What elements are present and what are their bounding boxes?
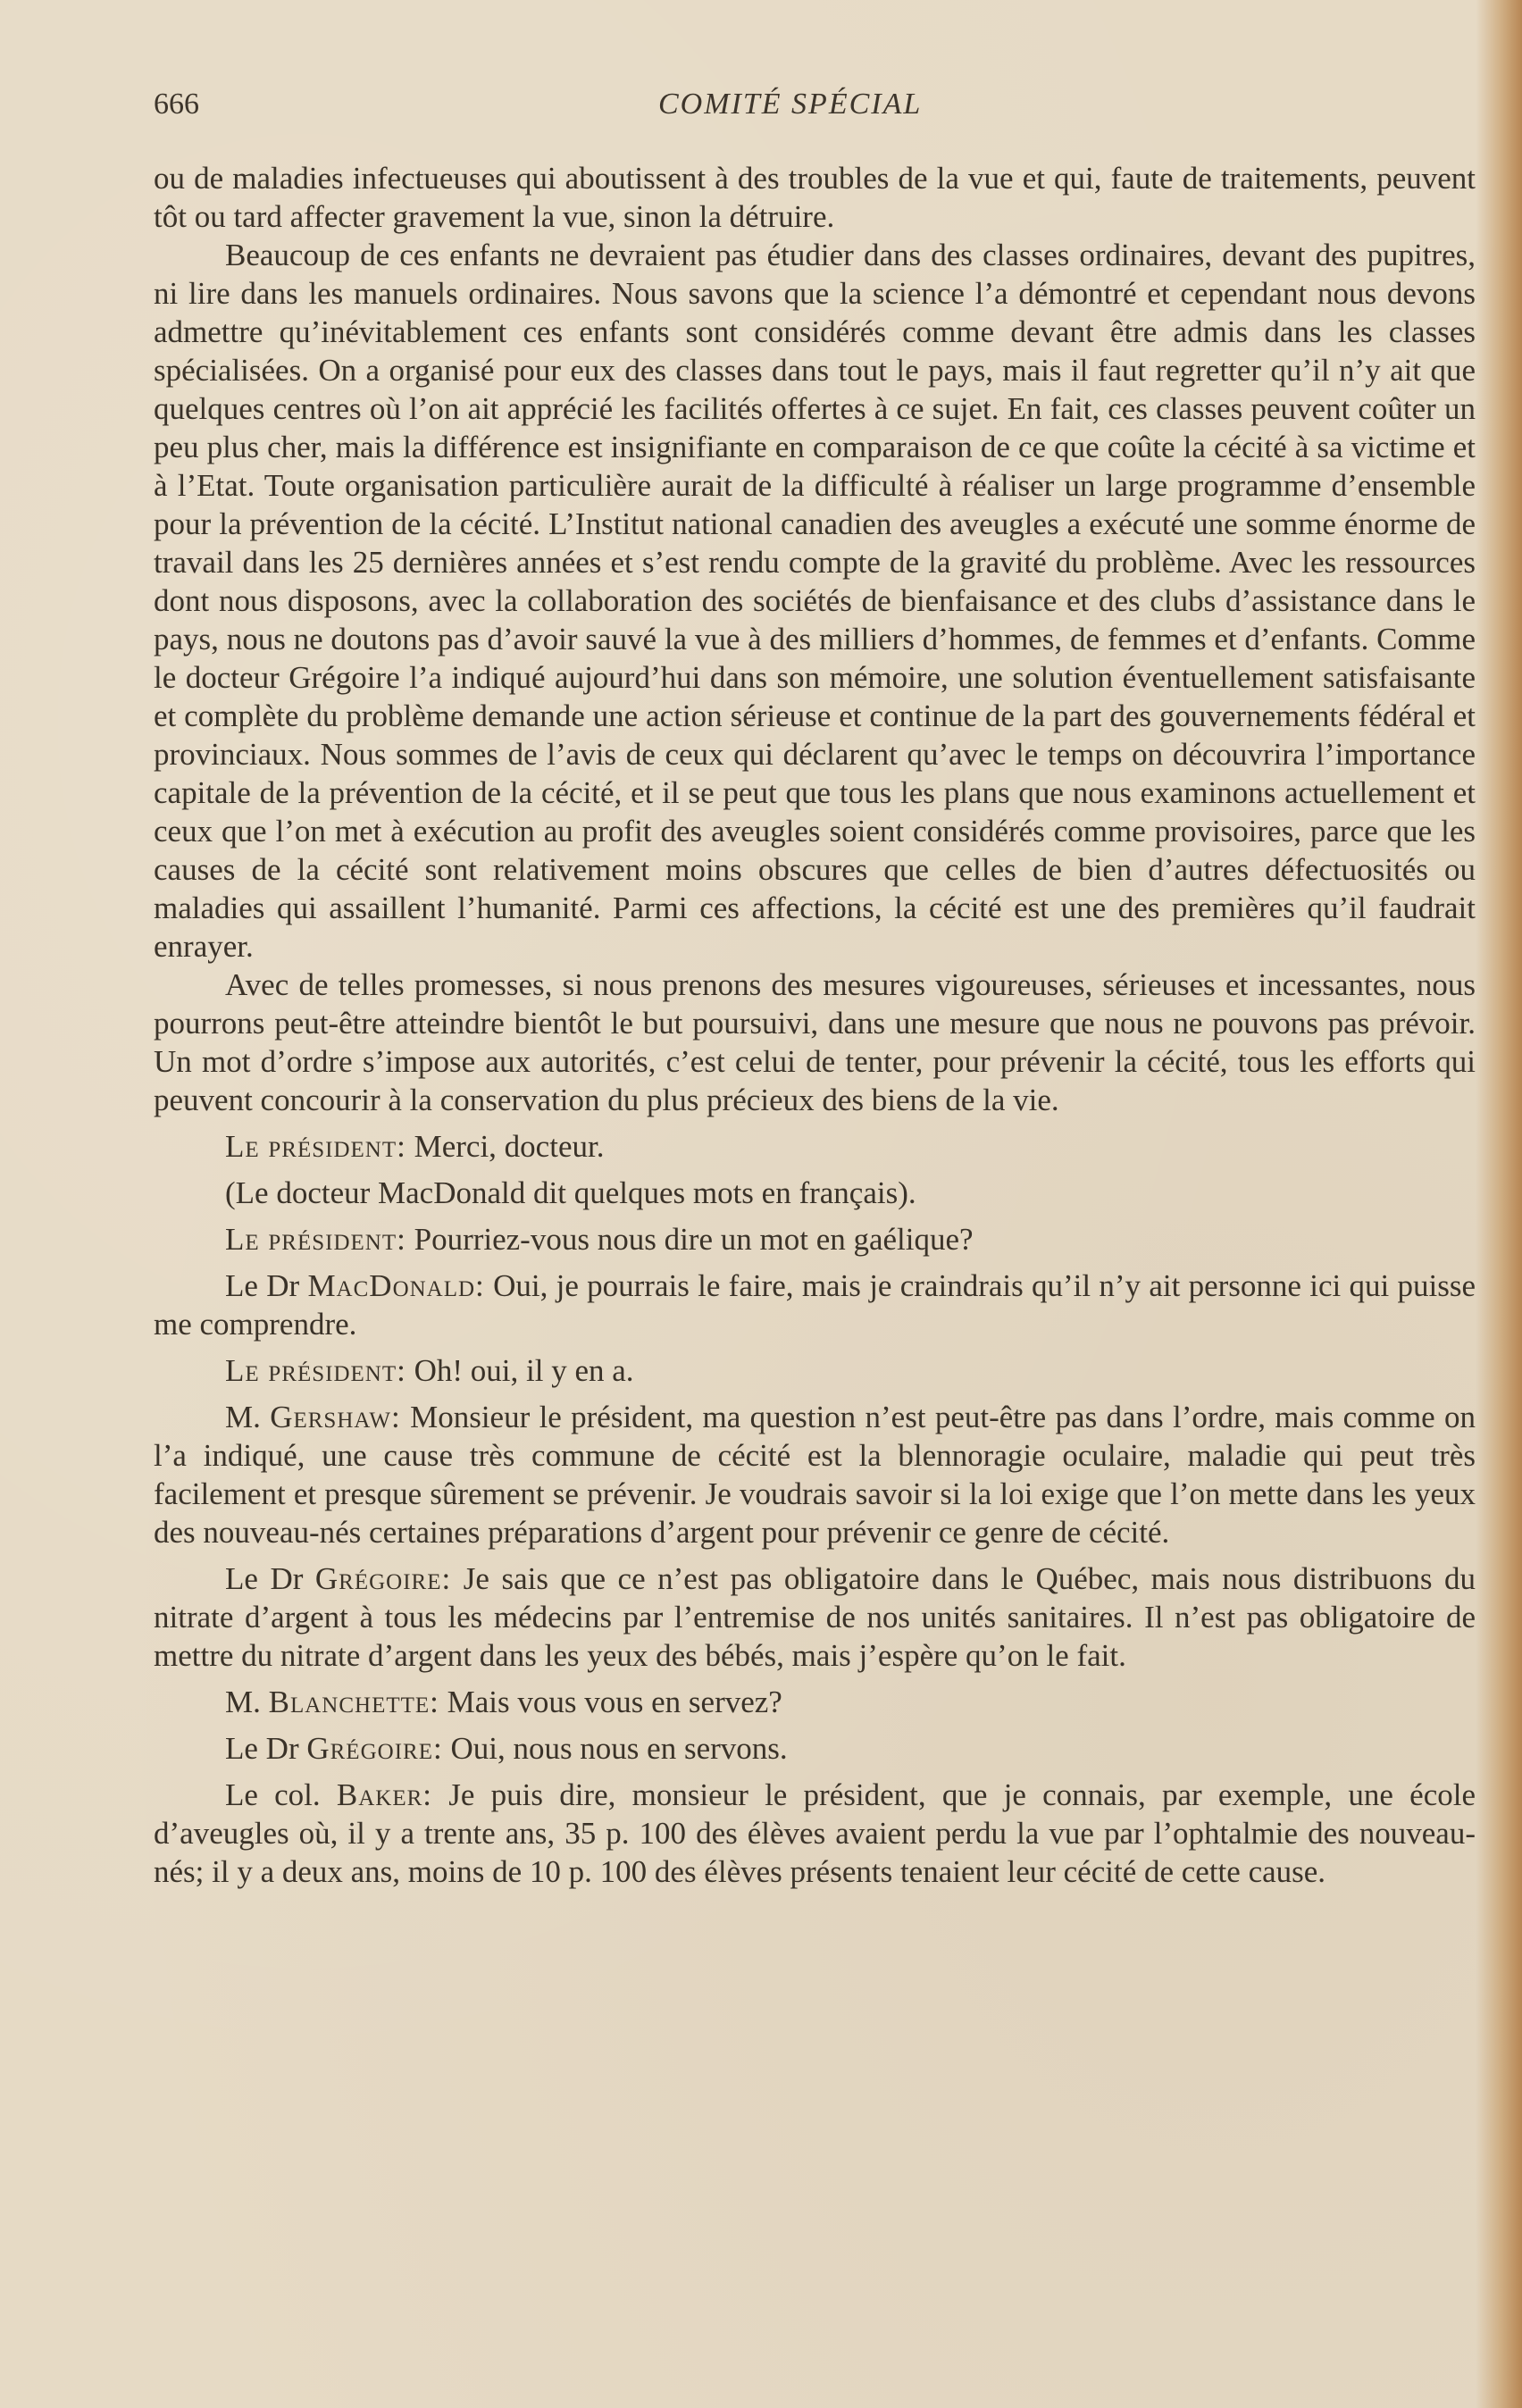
dialogue-text: Je sais que ce n’est pas obligatoire dans le Québec, mais nous distribuons du nitrate d’argent à tous les médecins par l’entremise de nos unités sanitaires. Il n’est pas obligatoire de mettre du nitrate d’argent dans les yeux des bébés, mais j’espère qu’on le fait. (154, 1561, 1476, 1673)
paragraph-continuation: ou de maladies infectueuses qui aboutissent à des troubles de la vue et qui, faute de traitements, peuvent tôt ou tard affecter gravement la vue, sinon la détruire. (154, 161, 1476, 234)
speaker-label: Le président: (225, 1222, 406, 1257)
dialogue-text: Monsieur le président, ma question n’est peut-être pas dans l’ordre, mais comme on l’a indiqué, une cause très commune de cécité est la blennoragie oculaire, maladie qui peut très facilement et presque sûrement se prévenir. Je voudrais savoir si la loi exige que l’on mette dans les yeux des nouveau-nés certaines préparations d’argent pour prévenir ce genre de cécité. (154, 1400, 1476, 1550)
speaker-prefix: Le col. (225, 1777, 321, 1812)
dialogue-baker (154, 1776, 1476, 1891)
speaker-label: Blanchette: (268, 1685, 439, 1719)
speaker-label: Le président: (225, 1129, 406, 1164)
dialogue-gregoire-nitrate (154, 1559, 1476, 1675)
dialogue-president-reply (154, 1351, 1476, 1390)
dialogue-text: Oh! oui, il y en a. (414, 1353, 634, 1388)
speaker-label: Baker: (336, 1777, 433, 1812)
dialogue-text: Mais vous vous en servez? (447, 1685, 782, 1719)
speaker-prefix: M. (225, 1685, 261, 1719)
paragraph-conclusion: Avec de telles promesses, si nous prenons des mesures vigoureuses, sérieuses et incessantes, nous pourrons peut-être atteindre bientôt le but poursuivi, dans une mesure que nous ne pouvons pas prévoir. Un mot d’ordre s’impose aux autorités, c’est celui de tenter, pour prévenir la cécité, tous les efforts qui peuvent concourir à la conservation du plus précieux des biens de la vie. (154, 967, 1476, 1117)
speaker-label: Grégoire: (306, 1731, 443, 1766)
speaker-label: Gershaw: (270, 1400, 401, 1434)
page-number: 666 (154, 88, 199, 121)
dialogue-text: Merci, docteur. (414, 1129, 605, 1164)
dialogue-gregoire-reply (154, 1729, 1476, 1768)
dialogue-text: Je puis dire, monsieur le président, que je connais, par exemple, une école d’aveugles où, il y a trente ans, 35 p. 100 des élèves avaient perdu la vue par l’ophtalmie des nouveau-nés; il y a deux ans, moins de 10 p. 100 des élèves présents tenaient leur cécité de cette cause. (154, 1777, 1476, 1889)
dialogue-president-question (154, 1220, 1476, 1258)
page-edge-shadow (1476, 0, 1522, 2408)
dialogue-president-thanks (154, 1127, 1476, 1166)
dialogue-blanchette (154, 1683, 1476, 1721)
speaker-label: Grégoire: (314, 1561, 452, 1596)
dialogue-text: Oui, je pourrais le faire, mais je craindrais qu’il n’y ait personne ici qui puisse me comprendre. (154, 1268, 1476, 1342)
paragraph-blind-classes: Beaucoup de ces enfants ne devraient pas étudier dans des classes ordinaires, devant des pupitres, ni lire dans les manuels ordinaires. Nous savons que la science l’a démontré et cependant nous devons admettre qu’inévitablement ces enfants sont considérés comme devant être admis dans les classes spécialisées. On a organisé pour eux des classes dans tout le pays, mais il faut regretter qu’il n’y ait que quelques centres où l’on ait apprécié les facilités offertes à ce sujet. En fait, ces classes peuvent coûter un peu plus cher, mais la différence est insignifiante en comparaison de ce que coûte la cécité à sa victime et à l’Etat. Toute organisation particulière aurait de la difficulté à réaliser un large programme d’ensemble pour la prévention de la cécité. L’Institut national canadien des aveugles a exécuté une somme énorme de travail dans les 25 dernières années et s’est rendu compte de la gravité du problème. Avec les ressources dont nous disposons, avec la collaboration des sociétés de bienfaisance et des clubs d’assistance dans le pays, nous ne doutons pas d’avoir sauvé la vue à des milliers d’hommes, de femmes et d’enfants. Comme le docteur Grégoire l’a indiqué aujourd’hui dans son mémoire, une solution éventuellement satisfaisante et complète du problème demande une action sérieuse et continue de la part des gouvernements fédéral et provinciaux. Nous sommes de l’avis de ceux qui déclarent qu’avec le temps on découvrira l’importance capitale de la prévention de la cécité, et il se peut que tous les plans que nous examinons actuellement et ceux que l’on met à exécution au profit des aveugles soient considérés comme provisoires, parce que les causes de la cécité sont relativement moins obscures que celles de bien d’autres défectuosités ou maladies qui assaillent l’humanité. Parmi ces affections, la cécité est une des premières qu’il faudrait enrayer. (154, 238, 1476, 964)
speaker-prefix: M. (225, 1400, 261, 1434)
speaker-prefix: Le Dr (225, 1268, 300, 1303)
body-text (154, 159, 1476, 1891)
speaker-label: Le président: (225, 1353, 406, 1388)
speaker-prefix: Le Dr (225, 1731, 299, 1766)
dialogue-text: Pourriez-vous nous dire un mot en gaélique? (414, 1222, 974, 1257)
dialogue-text: Oui, nous nous en servons. (450, 1731, 788, 1766)
stage-direction: (Le docteur MacDonald dit quelques mots en français). (225, 1175, 916, 1210)
speaker-label: MacDonald: (307, 1268, 485, 1303)
dialogue-macdonald (154, 1267, 1476, 1343)
speaker-prefix: Le Dr (225, 1561, 304, 1596)
running-title: COMITÉ SPÉCIAL (658, 88, 923, 121)
dialogue-gershaw (154, 1398, 1476, 1551)
page-header (154, 88, 1476, 132)
